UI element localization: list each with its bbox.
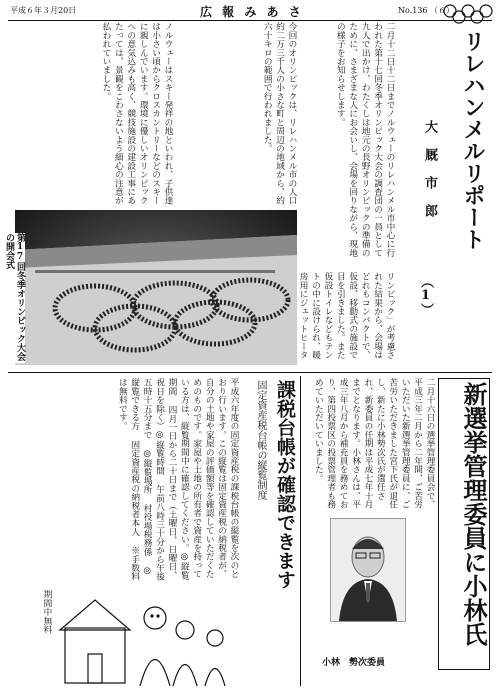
relay-report-title: リレハンメルリポート — [460, 30, 486, 250]
olympic-rings-icon — [440, 3, 496, 25]
opening-ceremony-photo — [15, 210, 297, 365]
issue-date: 平成６年３月20日 — [10, 6, 77, 15]
tax-ledger-title: 課税台帳が確認できます — [274, 380, 296, 589]
column-divider — [300, 376, 301, 686]
election-title: 新選挙管理委員に小林氏 — [459, 382, 488, 646]
tax-ledger-body: 平成六年度の固定資産税の課税台帳の縦覧を次のとおり行います。この縦覧は固定資産税の納税者が、自分の土地や家屋の評価額等を確認していただくためのものです。家屋や土地の所有者で資産を持っている方は、縦覧期間中に確認してください。◎縦覧期間 四月一日から二十日まで（土曜日、日曜日、祝日を除く）◎縦覧時間 午前八時三十分から午後五時十五分まで ◎縦覧場所 村役場税務係 ◎縦覧できる方 固定資産税の納税者本人 ※手数料は無料です。 — [117, 378, 239, 581]
opening-ceremony-image — [15, 210, 297, 365]
header-rule — [8, 20, 492, 21]
issue-number: No.136 （６） — [398, 6, 455, 15]
tax-ledger-note: 期間中無料 — [42, 590, 52, 634]
election-body: 二月十六日の選挙管理委員会で、平成三年二月から二年間、ご苦労いただいた新選挙管理委員に、ご苦労いただきました宮下氏が退任し、新たに小林勢次氏が選任され、新委員の任期は平成七年十月までとなります。小林さんは、平成三年八月から補充員を務めており、第四投票区の投票管理者も務めていただいていました。 — [313, 378, 435, 509]
portrait-image — [331, 519, 405, 621]
relay-report-byline: 大 厩 市 郎 — [422, 120, 437, 217]
tax-ledger-subtitle: 固定資産税台帳の縦覧制度 — [255, 380, 266, 500]
relay-report-column-2: 今回のオリンピックは、リレハンメル市の人口約二万三千人の小さな町と周辺の地域から、約六十キロの範囲で行われました。 — [262, 22, 297, 205]
relay-report-column-3: ノルウェーはスキー発祥の地といわれ、子供達は小さい頃からクロスカントリーなどのスキーに親しんでいます。環境に優しいオリンピックへの意気込みも高く、競技施設の建設工事にあたっては、景観をこわさないよう細心の注意が払われていました。 — [100, 22, 173, 205]
photo-caption: 第17回冬季オリンピック大会の開会式 — [4, 233, 25, 361]
portrait-photo — [330, 518, 406, 622]
relay-report-column-1: 二月十二日十二日までノルウェーのリレハンメル市中心に行われた第十七回冬季オリンピック大会の調査団の一員として九人で出かけ、わたくしは地元の長野オリンピックの準備のために、さまざまな人にお会いし、会場を回りながら、現地の様子をお知らせします。 — [335, 22, 395, 257]
relay-report-number: （1） — [418, 275, 433, 316]
newsletter-title: 広 報 み あ さ — [200, 5, 304, 19]
portrait-caption: 小林 勢次委員 — [322, 658, 386, 668]
section-rule — [8, 372, 492, 373]
relay-report-column-4: リンピック」が考慮された結果から、会場はどれもコンパクトで、仮設、移動式の施設で目を引きました。また仮設トイレなどもテントの中に設けられ、暖房用にジェットヒータ — [298, 272, 395, 359]
family-illustration — [60, 588, 235, 686]
